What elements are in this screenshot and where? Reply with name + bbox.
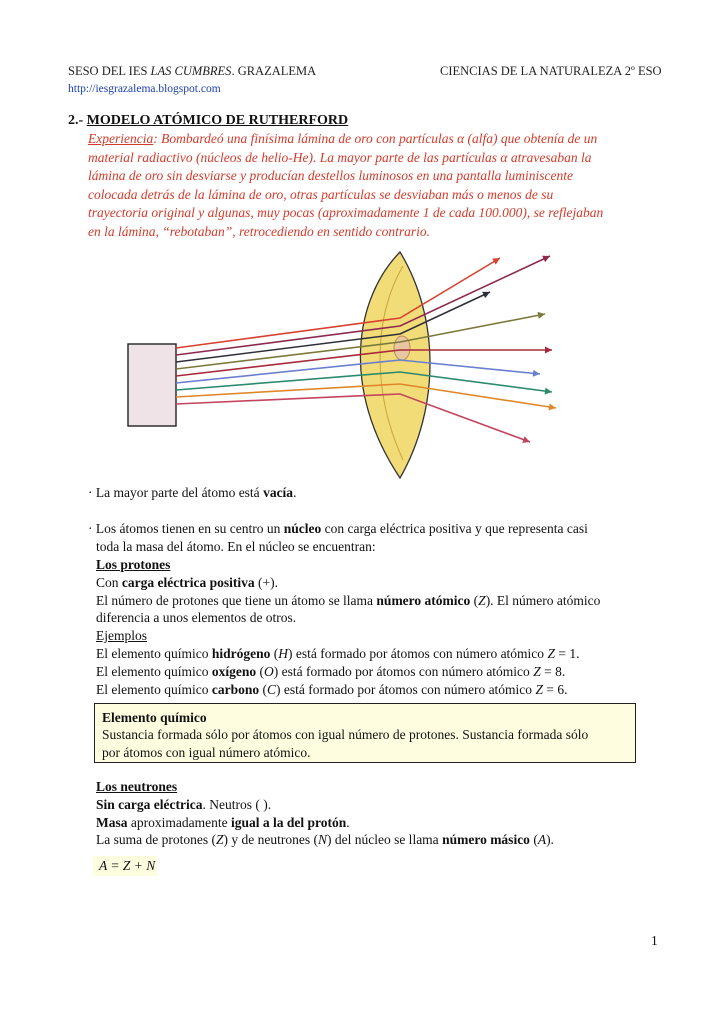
elemento-box-line2: por átomos con igual número atómico. [102, 744, 311, 760]
example-element: hidrógeno [211, 645, 271, 661]
example-element: oxígeno [211, 663, 257, 679]
experiment-label: Experiencia [88, 131, 154, 146]
neutrones-l3-mid2: ) del núcleo se llama [326, 832, 443, 848]
protones-l2-bold: número atómico [376, 592, 471, 608]
neutrones-line1 [96, 796, 686, 814]
section-title-text: MODELO ATÓMICO DE RUTHERFORD [86, 113, 349, 128]
neutrones-l2-mid: aproximadamente [127, 814, 231, 830]
example-row [96, 663, 686, 681]
example-element: carbono [211, 681, 260, 697]
point-vacio-end: . [293, 485, 297, 500]
experiment-line-text: : Bombardeó una finísima lámina de oro con partículas α (alfa) que obtenía de un [153, 131, 598, 146]
neutrones-line3 [96, 831, 686, 849]
point-nucleo-post: con carga eléctrica positiva y que representa casi [321, 521, 588, 536]
protones-l2-pre: El número de protones que tiene un átomo se llama [96, 592, 377, 608]
protones-heading: Los protones [96, 557, 171, 572]
page-number: 1 [651, 933, 658, 948]
alpha-ray-arrowhead [545, 347, 552, 354]
example-mid1: ( [259, 681, 267, 697]
protones-l1-pre: Con [96, 574, 122, 590]
example-mid2: ) está formado por átomos con número atómico [273, 663, 534, 679]
gold-foil [360, 252, 430, 478]
example-value: = 1. [554, 645, 580, 661]
example-symbol: C [266, 681, 276, 697]
neutrones-l2-bold1: Masa [96, 814, 128, 830]
neutrones-l3-bold: número másico [442, 832, 530, 848]
header-school-prefix: SESO DEL IES [68, 64, 151, 78]
header-left [68, 64, 316, 79]
neutrones-l2-bold2: igual a la del protón [230, 814, 347, 830]
alpha-ray [176, 394, 530, 442]
example-pre: El elemento químico [96, 681, 212, 697]
example-row [96, 681, 686, 699]
examples-heading: Ejemplos [96, 628, 147, 644]
point-nucleo-bold: núcleo [283, 521, 322, 536]
point-vacio [88, 484, 296, 502]
mass-number-formula: A = Z + N [93, 856, 157, 876]
example-mid1: ( [270, 645, 279, 661]
section-number: 2.- [68, 113, 84, 128]
example-value: = 6. [542, 681, 568, 697]
point-nucleo-line1 [88, 520, 678, 538]
example-z: Z [533, 663, 541, 679]
neutrones-l3-pre: La suma de protones ( [96, 832, 216, 848]
example-pre: El elemento químico [96, 645, 212, 661]
example-mid2: ) está formado por átomos con número atómico [288, 645, 548, 661]
neutrones-l1-post: . Neutros ( ). [202, 796, 272, 812]
neutrones-l2-post: . [346, 814, 350, 830]
neutrones-l3-a: A [537, 832, 547, 848]
example-symbol: H [278, 645, 288, 661]
neutrones-l3-n: N [317, 832, 327, 848]
protones-l2-var: Z [478, 592, 486, 608]
point-nucleo [88, 520, 678, 556]
example-row [96, 645, 686, 663]
protones-line1 [96, 574, 686, 592]
neutrones-heading: Los neutrones [96, 779, 178, 794]
neutrones-l3-end: ). [546, 832, 554, 848]
neutrones-l1-bold: Sin carga eléctrica [96, 796, 203, 812]
elemento-quimico-box [94, 703, 636, 763]
experiment-line: trayectoria original y algunas, muy pocas (aproximadamente 1 de cada 100.000), se reflejaban [88, 205, 604, 221]
example-symbol: O [264, 663, 274, 679]
experiment-line [88, 130, 668, 149]
point-vacio-text: · La mayor parte del átomo está [88, 485, 264, 500]
point-vacio-bold: vacía [263, 485, 294, 500]
neutrones-line2 [96, 814, 686, 832]
experiment-line: en la lámina, “rebotaban”, retrocediendo en sentido contrario. [88, 223, 430, 239]
experiment-line: colocada detrás de la lámina de oro, otras partículas se desviaban más o menos de su [88, 186, 554, 202]
protones-line3: diferencia a unos elementos de otros. [96, 610, 297, 626]
example-z: Z [535, 681, 543, 697]
neutrones-section [96, 778, 686, 849]
example-mid1: ( [256, 663, 264, 679]
blog-link[interactable]: http://iesgrazalema.blogspot.com [68, 83, 221, 95]
protones-l1-bold: carga eléctrica positiva [121, 574, 255, 590]
example-pre: El elemento químico [96, 663, 212, 679]
header-subject: CIENCIAS DE LA NATURALEZA 2º ESO [440, 64, 662, 78]
protones-l2-post1: ( [470, 592, 479, 608]
alpha-source-box [128, 344, 176, 426]
protones-line2 [96, 592, 686, 610]
point-nucleo-pre: · Los átomos tienen en su centro un [88, 521, 284, 536]
section-title [68, 113, 348, 129]
elemento-box-line1: Sustancia formada sólo por átomos con igual número de protones. Sustancia formada sólo [102, 727, 589, 743]
protones-l2-post2: ). El número atómico [485, 592, 601, 608]
experiment-paragraph [88, 130, 668, 242]
protones-section [96, 556, 686, 698]
example-value: = 8. [540, 663, 566, 679]
example-z: Z [547, 645, 555, 661]
rutherford-experiment-illustration [100, 238, 580, 488]
alpha-ray [176, 360, 540, 383]
neutrones-l3-z: Z [215, 832, 224, 848]
point-nucleo-line2: toda la masa del átomo. En el núcleo se encuentran: [96, 538, 376, 554]
alpha-ray-arrowhead [537, 312, 545, 319]
nucleus-spot [394, 336, 410, 360]
header-school-name: LAS CUMBRES [150, 64, 232, 78]
experiment-line: material radiactivo (núcleos de helio-He). La mayor parte de las partículas α atravesaban la [88, 149, 592, 165]
neutrones-l3-mid: ) y de neutrones ( [223, 832, 318, 848]
neutrones-l3-mid3: ( [529, 832, 538, 848]
header-school-suffix: . GRAZALEMA [231, 64, 317, 78]
elemento-box-title: Elemento químico [102, 710, 207, 725]
protones-l1-post: (+). [254, 574, 278, 590]
alpha-ray-arrowhead [549, 403, 556, 410]
example-mid2: ) está formado por átomos con número atómico [276, 681, 536, 697]
experiment-line: lámina de oro sin desviarse y producían destellos luminosos en una pantalla luminiscente [88, 168, 573, 184]
